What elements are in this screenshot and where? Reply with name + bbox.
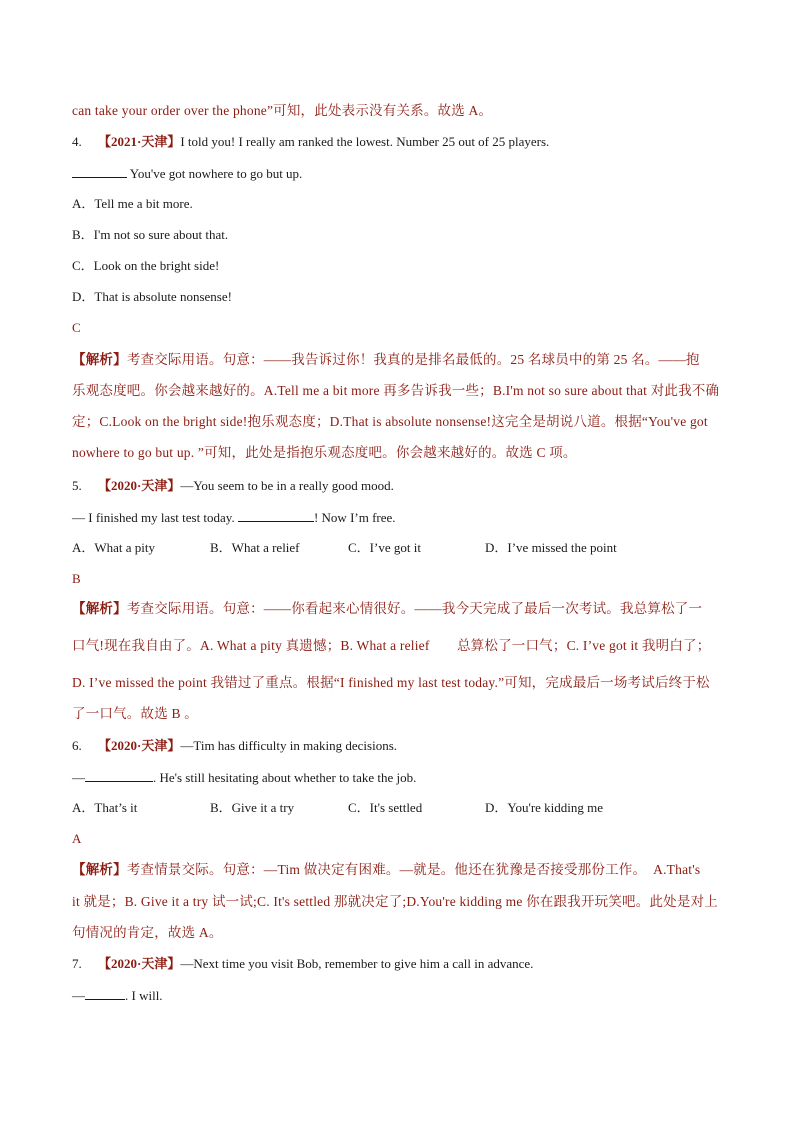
answer-blank	[72, 165, 127, 178]
carryover-explanation: can take your order over the phone”可知，此处表示没有关系。故选 A。	[72, 103, 493, 118]
option-d: D．I’ve missed the point	[485, 540, 617, 555]
explanation-label: 【解析】	[72, 352, 127, 367]
explanation-label: 【解析】	[72, 601, 127, 616]
option-a: A．What a pity	[72, 540, 156, 555]
option-d: D．That is absolute nonsense!	[72, 289, 232, 304]
option-c: C．It's settled	[348, 800, 423, 815]
question-number: 6.	[72, 738, 82, 753]
explanation-line: 口气!现在我自由了。A. What a pity 真遗憾；B. What a relief 总算松了一口气；C. I’ve got it 我明白了；	[72, 638, 711, 653]
option-a: A．That’s it	[72, 800, 138, 815]
option-c: C．I’ve got it	[348, 540, 421, 555]
explanation-line: 乐观态度吧。你会越来越好的。A.Tell me a bit more 再多告诉我一些；B.I'm not so sure about that 对此我不确	[72, 383, 720, 398]
source-tag: 【2020·天津】	[98, 478, 181, 493]
question-prompt: —You seem to be in a really good mood.	[180, 478, 394, 493]
source-tag: 【2021·天津】	[98, 134, 181, 149]
explanation-line: 【解析】考查情景交际。句意：—Tim 做决定有困难。—就是。他还在犹豫是否接受那份工作。 A.That's	[72, 862, 701, 877]
question-prompt: —Next time you visit Bob, remember to give him a call in advance.	[180, 956, 534, 971]
explanation-label: 【解析】	[72, 862, 127, 877]
question-number: 7.	[72, 956, 82, 971]
question-number: 5.	[72, 478, 82, 493]
option-b: B．Give it a try	[210, 800, 295, 815]
question-number: 4.	[72, 134, 82, 149]
answer-key: A	[72, 831, 82, 846]
answer-key: C	[72, 320, 81, 335]
explanation-line: it 就是；B. Give it a try 试一试;C. It's settled 那就决定了;D.You're kidding me 你在跟我开玩笑吧。此处是对上	[72, 894, 718, 909]
answer-blank	[85, 987, 125, 1000]
explanation-line: 了一口气。故选 B 。	[72, 706, 198, 721]
question-6-header	[72, 738, 722, 754]
answer-blank	[238, 509, 314, 522]
explanation-line: D. I’ve missed the point 我错过了重点。根据“I finished my last test today.”可知，完成最后一场考试后终于松	[72, 675, 710, 690]
option-b: B．What a relief	[210, 540, 300, 555]
option-a: A．Tell me a bit more.	[72, 196, 193, 211]
answer-key: B	[72, 571, 81, 586]
explanation-line: 定；C.Look on the bright side!抱乐观态度；D.That is absolute nonsense!这完全是胡说八道。根据“You've got	[72, 414, 708, 429]
answer-blank	[85, 769, 153, 782]
explanation-line: 句情况的肯定，故选 A。	[72, 925, 223, 940]
option-d: D．You're kidding me	[485, 800, 604, 815]
question-6-reply: — . He's still hesitating about whether to take the job.	[72, 770, 417, 785]
reply-text: You've got nowhere to go but up.	[127, 166, 303, 181]
source-tag: 【2020·天津】	[98, 738, 181, 753]
question-7-reply: — . I will.	[72, 988, 163, 1003]
source-tag: 【2020·天津】	[98, 956, 181, 971]
explanation-line: 【解析】考查交际用语。句意：——你看起来心情很好。——我今天完成了最后一次考试。我总算松了一	[72, 601, 703, 616]
explanation-line: nowhere to go but up. ”可知，此处是指抱乐观态度吧。你会越来越好的。故选 C 项。	[72, 445, 577, 460]
question-7-header	[72, 956, 722, 972]
question-5-reply: — I finished my last test today. ! Now I’m free.	[72, 510, 396, 525]
question-5-header	[72, 478, 722, 494]
question-prompt: —Tim has difficulty in making decisions.	[180, 738, 398, 753]
question-4-reply	[72, 165, 722, 182]
option-b: B．I'm not so sure about that.	[72, 227, 229, 242]
option-c: C．Look on the bright side!	[72, 258, 220, 273]
question-4-header	[72, 134, 722, 150]
explanation-line: 【解析】考查交际用语。句意：——我告诉过你！我真的是排名最低的。25 名球员中的第 25 名。——抱	[72, 352, 700, 367]
question-prompt: I told you! I really am ranked the lowest. Number 25 out of 25 players.	[180, 134, 550, 149]
